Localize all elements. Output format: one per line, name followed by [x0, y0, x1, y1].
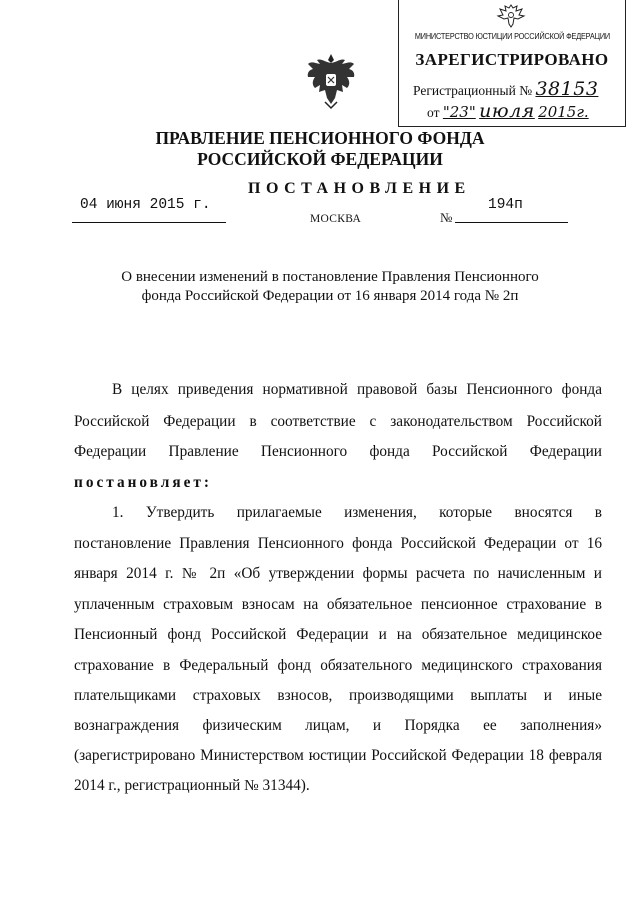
stamp-reg-number: 38153: [535, 78, 599, 100]
subject-line2: фонда Российской Федерации от 16 января 2014 года № 2п: [141, 288, 519, 304]
body-line: (зарегистрировано Министерством юстиции Российской Федерации 18 февраля: [74, 747, 602, 764]
eagle-emblem-icon: [494, 2, 528, 28]
date-underline: [72, 222, 226, 223]
stamp-reg-label: Регистрационный №: [413, 83, 533, 98]
stamp-date-line: [427, 100, 589, 122]
coat-of-arms-icon: [305, 52, 357, 110]
body-line: 2014 г., регистрационный № 31344).: [74, 777, 310, 794]
org-name-line2: РОССИЙСКОЙ ФЕДЕРАЦИИ: [197, 149, 443, 169]
body-line: вознаграждения физическим лицам, и Порядка ее заполнения»: [74, 717, 602, 734]
number-label: №: [440, 210, 453, 225]
document-number: 194п: [488, 197, 523, 213]
stamp-registration-line: [413, 78, 598, 100]
body-line-decree: постановляет:: [74, 474, 212, 491]
document-date: 04 июня 2015 г.: [80, 197, 211, 213]
body-line: уплаченным страховым взносам на обязательное пенсионное страхование в: [74, 596, 602, 613]
body-line: 1. Утвердить прилагаемые изменения, которые вносятся в: [112, 504, 602, 521]
stamp-date-prefix: от: [427, 105, 440, 120]
body-line: Федерации Правление Пенсионного фонда Российской Федерации: [74, 443, 602, 460]
org-name-line1: ПРАВЛЕНИЕ ПЕНСИОННОГО ФОНДА: [155, 128, 485, 148]
document-type: ПОСТАНОВЛЕНИЕ: [248, 180, 471, 197]
registration-stamp: [398, 0, 626, 127]
stamp-ministry: МИНИСТЕРСТВО ЮСТИЦИИ РОССИЙСКОЙ ФЕДЕРАЦИИ: [414, 31, 611, 41]
stamp-date-year: 2015г.: [538, 103, 589, 121]
body-line: плательщиками страховых взносов, производящими выплаты и иные: [74, 687, 602, 704]
body-line: постановление Правления Пенсионного фонда Российской Федерации от 16: [74, 535, 602, 552]
body-line: страхование в Федеральный фонд обязательного медицинского страхования: [74, 657, 602, 674]
body-line: В целях приведения нормативной правовой базы Пенсионного фонда: [112, 381, 602, 398]
subject-line1: О внесении изменений в постановление Правления Пенсионного: [121, 269, 539, 285]
body-line: января 2014 г. № 2п «Об утверждении формы расчета по начисленным и: [74, 565, 602, 582]
stamp-date-day: "23": [442, 103, 476, 121]
body-line: Российской Федерации в соответствие с законодательством Российской: [74, 413, 602, 430]
document-city: МОСКВА: [310, 213, 362, 225]
stamp-status: ЗАРЕГИСТРИРОВАНО: [415, 50, 609, 69]
number-underline: [455, 222, 568, 223]
body-line: Пенсионный фонд Российской Федерации и на обязательное медицинское: [74, 626, 602, 643]
stamp-date-month: июля: [479, 100, 535, 122]
